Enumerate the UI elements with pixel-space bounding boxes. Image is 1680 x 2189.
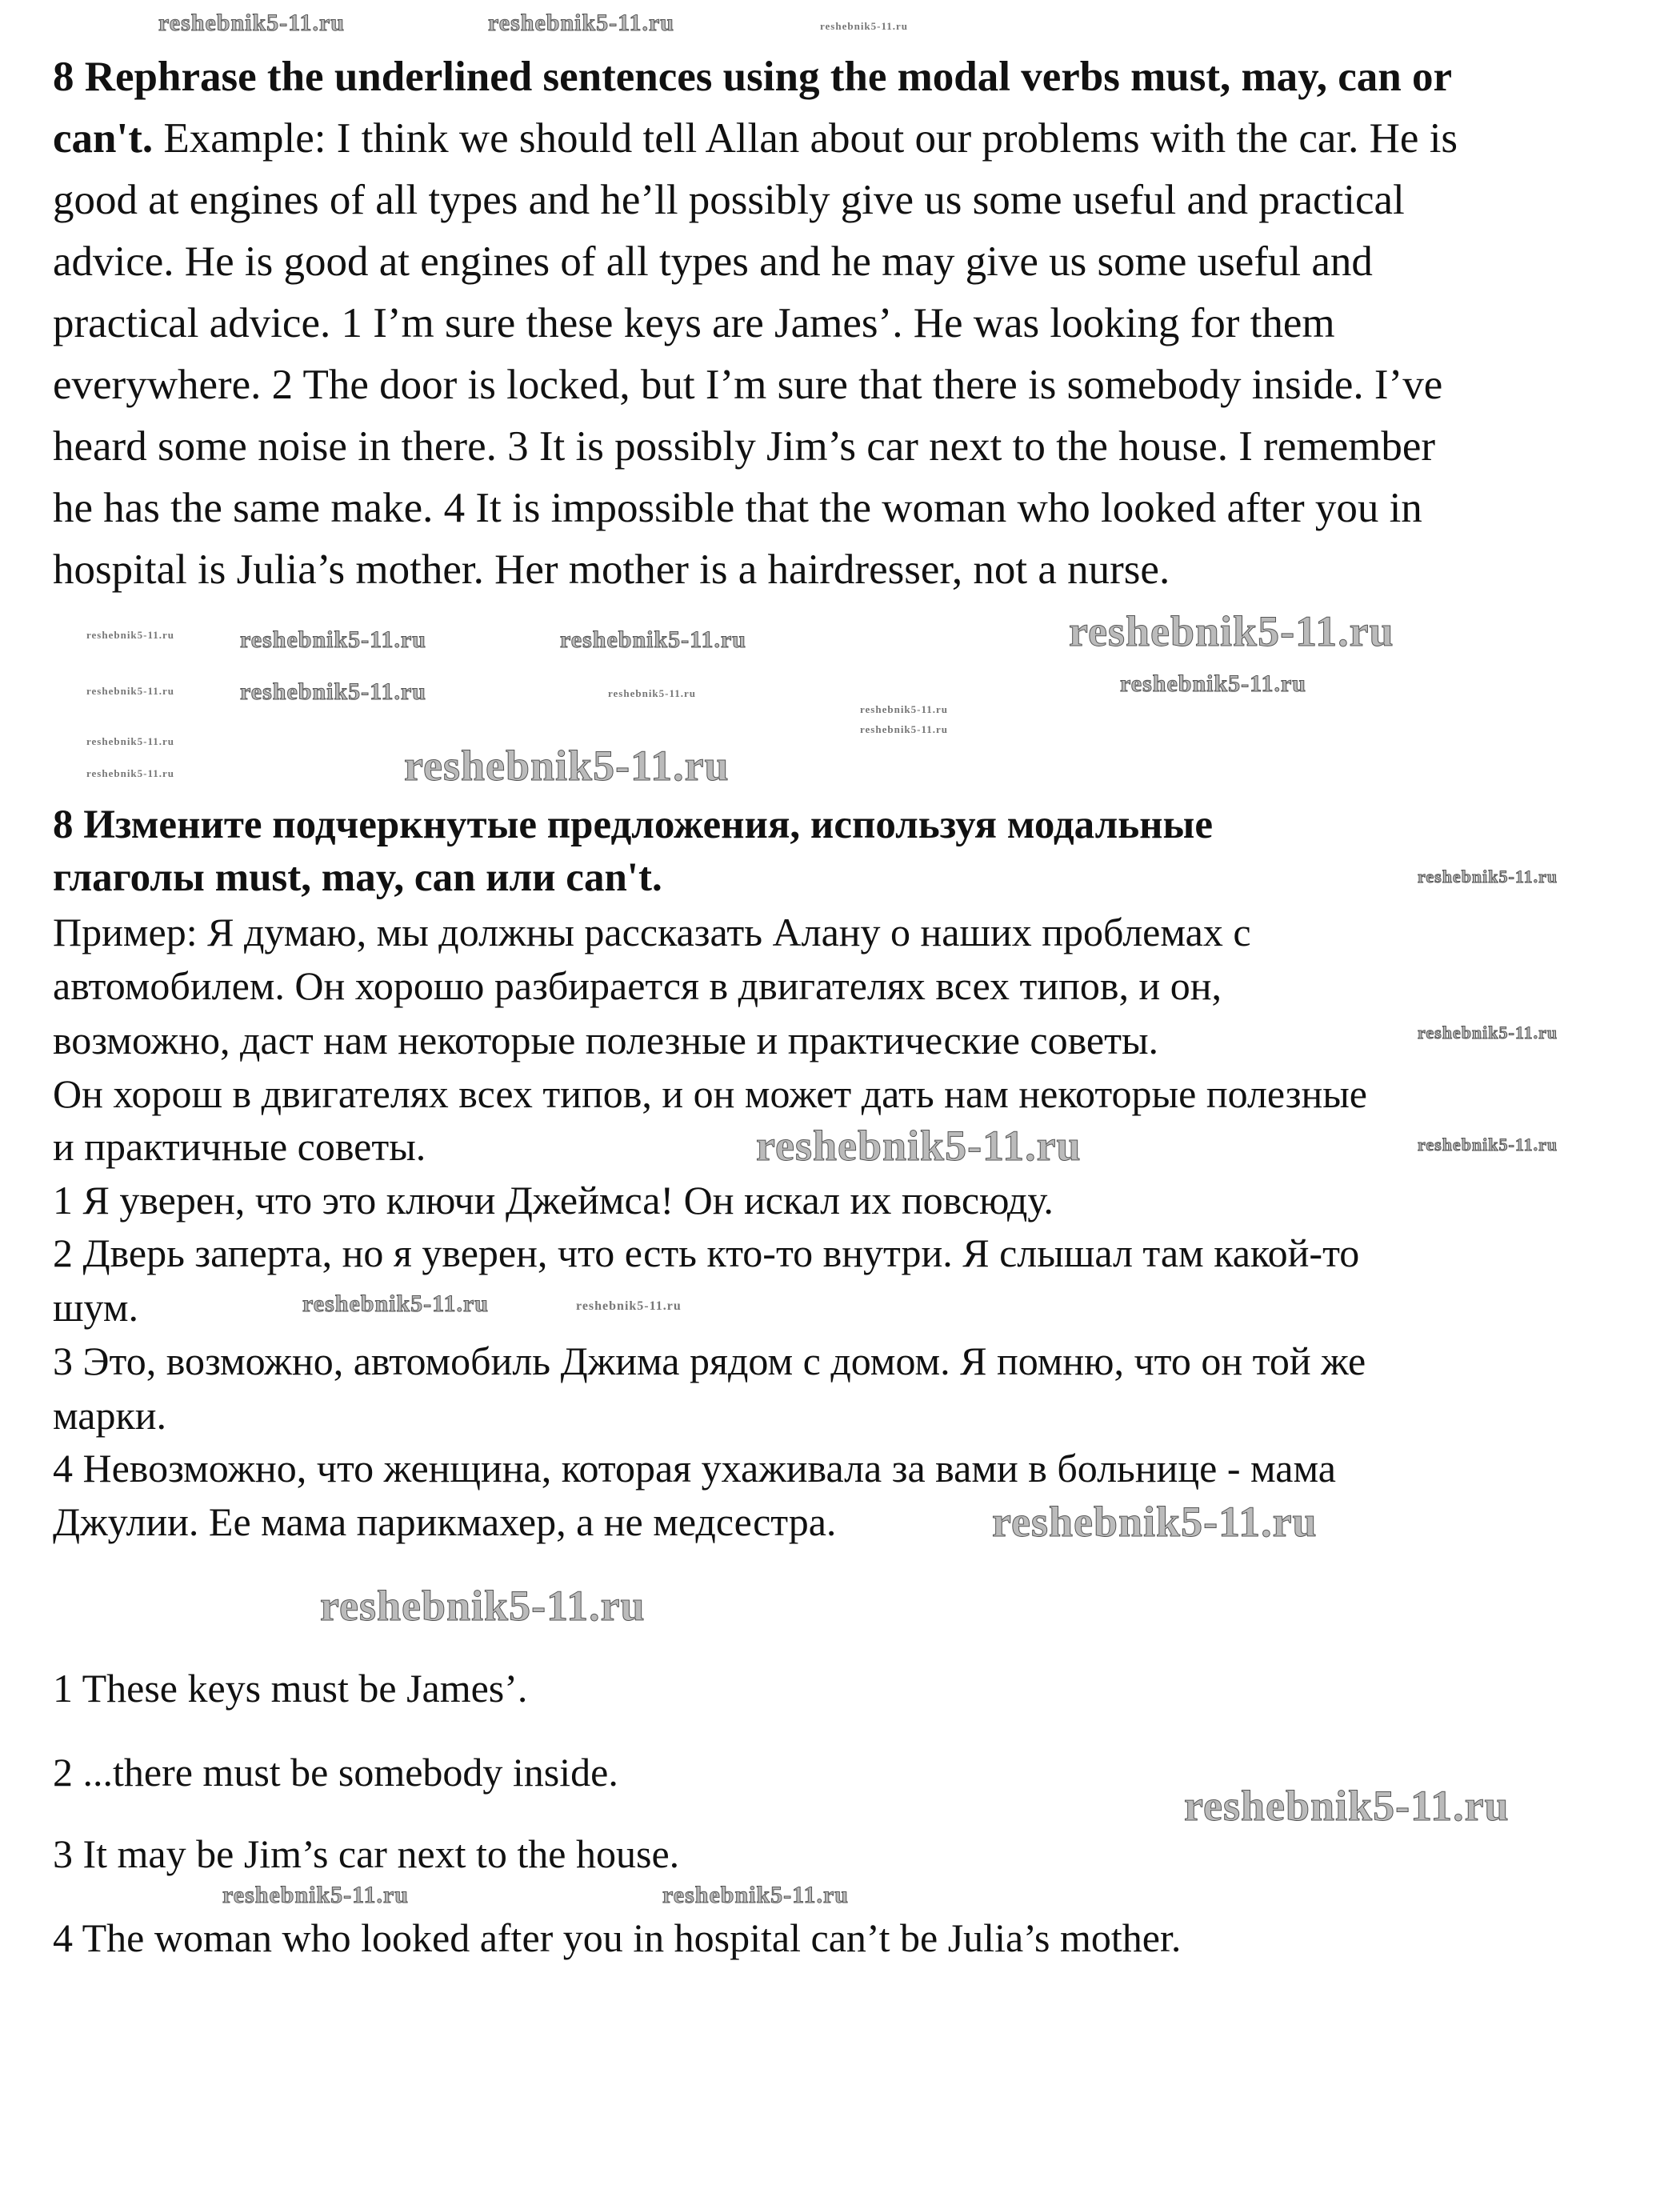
translation-line: Пример: Я думаю, мы должны рассказать Алану о наших проблемах с (53, 910, 1251, 954)
watermark: reshebnik5-11.ru (86, 767, 175, 779)
translation-line: и практичные советы. (53, 1124, 426, 1169)
translation-line: возможно, даст нам некоторые полезные и практические советы. (53, 1018, 1159, 1062)
translation-line: шум. (53, 1285, 138, 1330)
watermark: reshebnik5-11.ru (86, 685, 175, 697)
translation-line: 3 Это, возможно, автомобиль Джима рядом с домом. Я помню, что он той же (53, 1339, 1366, 1383)
watermark: reshebnik5-11.ru (820, 20, 909, 32)
translation-line: Джулии. Ее мама парикмахер, а не медсестра. (53, 1499, 837, 1544)
watermark: reshebnik5-11.ru (662, 1882, 849, 1908)
exercise-text-line: practical advice. 1 I’m sure these keys are James’. He was looking for them (53, 300, 1335, 346)
watermark: reshebnik5-11.ru (1184, 1782, 1510, 1830)
translation-line: Он хорош в двигателях всех типов, и он может дать нам некоторые полезные (53, 1071, 1367, 1116)
watermark: reshebnik5-11.ru (992, 1498, 1318, 1546)
translation-line: 2 Дверь заперта, но я уверен, что есть кто-то внутри. Я слышал там какой-то (53, 1231, 1360, 1275)
watermark: reshebnik5-11.ru (240, 626, 426, 653)
watermark: reshebnik5-11.ru (560, 626, 746, 653)
answer-item: 4 The woman who looked after you in hospital can’t be Julia’s mother. (53, 1915, 1182, 1960)
watermark: reshebnik5-11.ru (1418, 1135, 1558, 1155)
answer-item: 2 ...there must be somebody inside. (53, 1750, 618, 1795)
translation-line: 1 Я уверен, что это ключи Джеймса! Он искал их повсюду. (53, 1178, 1054, 1223)
exercise-text-line (53, 108, 1458, 170)
watermark: reshebnik5-11.ru (1418, 866, 1558, 886)
watermark: reshebnik5-11.ru (1120, 670, 1306, 697)
answer-item: 3 It may be Jim’s car next to the house. (53, 1831, 680, 1876)
watermark: reshebnik5-11.ru (488, 10, 674, 36)
answer-item: 1 These keys must be James’. (53, 1666, 528, 1711)
watermark: reshebnik5-11.ru (158, 10, 345, 36)
translation-line: автомобилем. Он хорошо разбирается в двигателях всех типов, и он, (53, 963, 1222, 1008)
watermark: reshebnik5-11.ru (576, 1299, 682, 1313)
watermark: reshebnik5-11.ru (1069, 607, 1394, 655)
exercise-text-line: heard some noise in there. 3 It is possibly Jim’s car next to the house. I remember (53, 423, 1435, 470)
translation-line: марки. (53, 1393, 167, 1438)
watermark: reshebnik5-11.ru (756, 1122, 1082, 1170)
translation-line: 4 Невозможно, что женщина, которая ухаживала за вами в больнице - мама (53, 1446, 1336, 1491)
watermark: reshebnik5-11.ru (404, 742, 730, 790)
watermark: reshebnik5-11.ru (1418, 1022, 1558, 1042)
exercise-text-line: advice. He is good at engines of all types and he may give us some useful and (53, 238, 1373, 285)
exercise-text-line: everywhere. 2 The door is locked, but I’m sure that there is somebody inside. I’ve (53, 362, 1443, 408)
heading-tail: can't. (53, 115, 154, 162)
exercise-text-line: hospital is Julia’s mother. Her mother is a hairdresser, not a nurse. (53, 546, 1170, 593)
exercise-text-line: good at engines of all types and he’ll possibly give us some useful and practical (53, 177, 1405, 223)
text-span: Example: I think we should tell Allan about our problems with the car. He is (153, 115, 1458, 162)
watermark: reshebnik5-11.ru (86, 629, 175, 641)
watermark: reshebnik5-11.ru (860, 703, 949, 715)
watermark: reshebnik5-11.ru (86, 735, 175, 747)
watermark: reshebnik5-11.ru (860, 723, 949, 735)
translation-heading: 8 Измените подчеркнутые предложения, используя модальные (53, 802, 1214, 847)
translation-heading: глаголы must, may, can или can't. (53, 855, 662, 900)
exercise-text-line: he has the same make. 4 It is impossible that the woman who looked after you in (53, 485, 1422, 531)
watermark: reshebnik5-11.ru (302, 1291, 489, 1317)
watermark: reshebnik5-11.ru (320, 1582, 646, 1630)
watermark: reshebnik5-11.ru (608, 687, 697, 699)
watermark: reshebnik5-11.ru (240, 678, 426, 705)
exercise-heading: 8 Rephrase the underlined sentences using the modal verbs must, may, can or (53, 54, 1453, 100)
watermark: reshebnik5-11.ru (222, 1882, 409, 1908)
